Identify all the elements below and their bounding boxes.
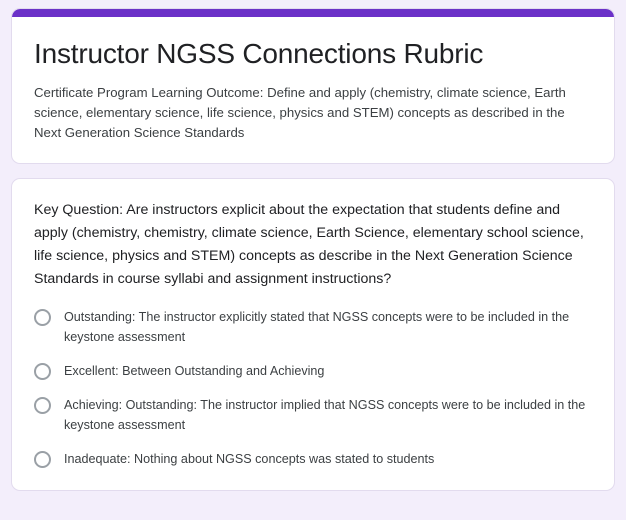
radio-button-icon[interactable] xyxy=(34,397,51,414)
radio-option-label: Achieving: Outstanding: The instructor implied that NGSS concepts were to be included in the keystone assessment xyxy=(64,398,586,432)
form-description: Certificate Program Learning Outcome: Define and apply (chemistry, climate science, Earth science, elementary science, life science, physics and STEM) concepts as described in the Next Generation Science Standards xyxy=(34,85,566,141)
question-text: Key Question: Are instructors explicit about the expectation that students define and apply (chemistry, chemistry, climate science, Earth Science, elementary school science, life science, physics and STEM) concepts as describe in the Next Generation Science Standards in course syllabi and assignment instructions? xyxy=(34,202,584,288)
question-card xyxy=(11,178,615,490)
radio-option-label: Excellent: Between Outstanding and Achieving xyxy=(64,364,325,378)
form-header-card xyxy=(11,8,615,164)
radio-option-inadequate[interactable] xyxy=(34,449,592,469)
radio-group xyxy=(34,307,592,469)
radio-option-outstanding[interactable] xyxy=(34,307,592,347)
header-accent-bar xyxy=(12,9,614,17)
radio-button-icon[interactable] xyxy=(34,363,51,380)
radio-option-excellent[interactable] xyxy=(34,361,592,381)
page-title: Instructor NGSS Connections Rubric xyxy=(34,38,484,69)
radio-option-label: Outstanding: The instructor explicitly stated that NGSS concepts were to be included in the keystone assessment xyxy=(64,310,570,344)
radio-option-achieving[interactable] xyxy=(34,395,592,435)
radio-button-icon[interactable] xyxy=(34,309,51,326)
radio-option-label: Inadequate: Nothing about NGSS concepts was stated to students xyxy=(64,452,435,467)
radio-button-icon[interactable] xyxy=(34,451,51,468)
